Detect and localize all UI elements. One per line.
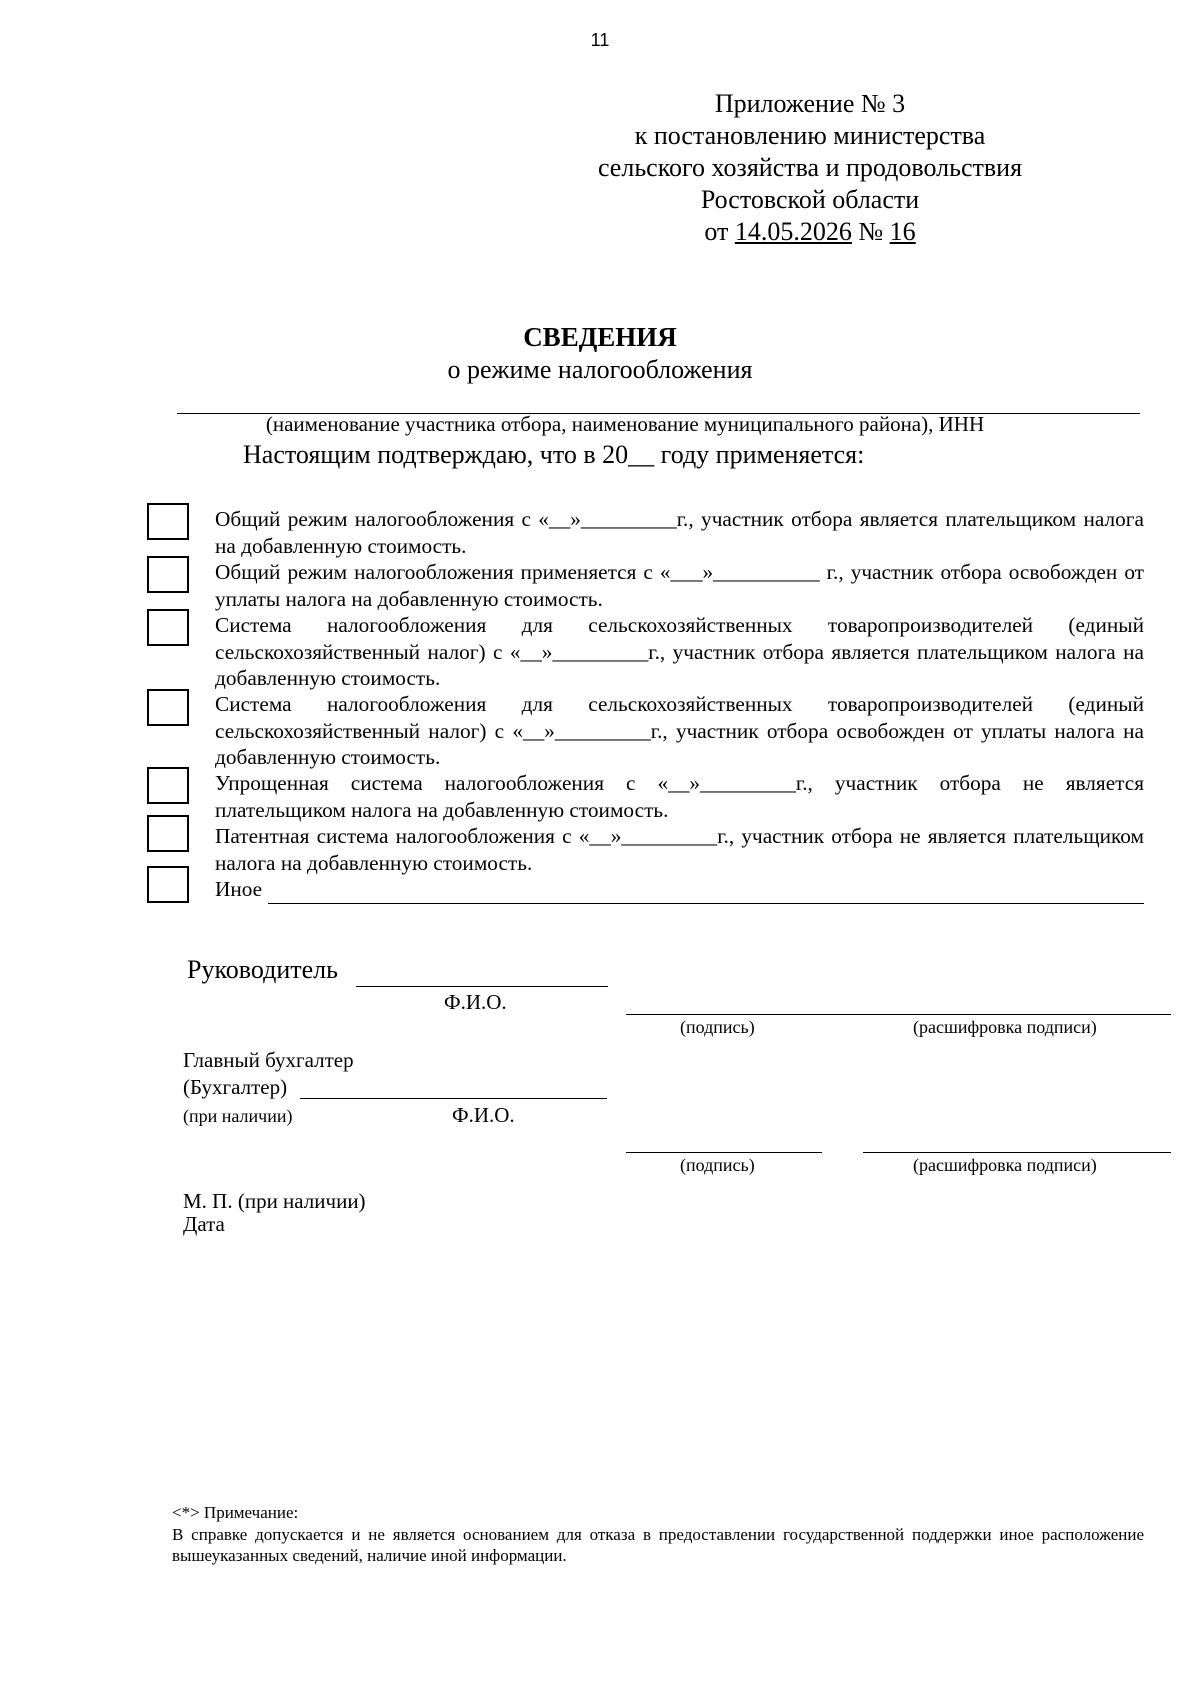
checkbox-agri-vat-payer[interactable] bbox=[147, 609, 189, 646]
participant-caption: (наименование участника отбора, наименование муниципального района), ИНН bbox=[265, 412, 985, 436]
checkbox-patent[interactable] bbox=[147, 815, 189, 852]
option-agri-vat-exempt: Система налогообложения для сельскохозяйственных товаропроизводителей (единый сельскохозяйственный налог) с «__»_________г., участник отбора освобожден от уплаты налога на добавленную стоимость. bbox=[215, 692, 1144, 769]
stamp-label: М. П. (при наличии) bbox=[183, 1189, 366, 1213]
accountant-if-any: (при наличии) bbox=[183, 1106, 293, 1126]
accountant-decoding-caption: (расшифровка подписи) bbox=[913, 1155, 1097, 1175]
head-decoding-caption: (расшифровка подписи) bbox=[913, 1017, 1097, 1037]
head-name-line[interactable] bbox=[356, 986, 608, 987]
head-label: Руководитель bbox=[187, 955, 338, 984]
appendix-line-4: Ростовской области bbox=[700, 185, 920, 214]
other-fill-line[interactable] bbox=[268, 903, 1144, 904]
checkbox-general-vat-exempt[interactable] bbox=[147, 556, 189, 593]
date-prefix: от bbox=[704, 217, 735, 246]
option-general-vat-exempt: Общий режим налогообложения применяется с «___»__________ г., участник отбора освобожден от уплаты налога на добавленную стоимость. bbox=[215, 560, 1144, 611]
number-prefix: № bbox=[851, 217, 890, 246]
accountant-signature-line[interactable] bbox=[626, 1152, 822, 1153]
head-signature-caption: (подпись) bbox=[680, 1017, 755, 1037]
option-patent: Патентная система налогообложения с «__»_________г., участник отбора не является плательщиком налога на добавленную стоимость. bbox=[215, 824, 1144, 875]
accountant-label-1: Главный бухгалтер bbox=[183, 1048, 354, 1072]
appendix-line-2: к постановлению министерства bbox=[634, 121, 986, 150]
accountant-fio-caption: Ф.И.О. bbox=[452, 1103, 515, 1127]
option-simplified: Упрощенная система налогообложения с «__»_________г., участник отбора не является плательщиком налога на добавленную стоимость. bbox=[215, 771, 1144, 822]
resolution-number: 16 bbox=[889, 217, 916, 246]
resolution-date: 14.05.2026 bbox=[734, 217, 852, 246]
appendix-line-3: сельского хозяйства и продовольствия bbox=[597, 153, 1023, 182]
accountant-label-2: (Бухгалтер) bbox=[183, 1075, 288, 1099]
appendix-date-line bbox=[560, 216, 1060, 248]
checkbox-simplified[interactable] bbox=[147, 767, 189, 804]
appendix-line-1: Приложение № 3 bbox=[714, 89, 906, 118]
document-subtitle: о режиме налогообложения bbox=[447, 355, 753, 384]
checkbox-agri-vat-exempt[interactable] bbox=[147, 689, 189, 726]
accountant-decoding-line[interactable] bbox=[863, 1152, 1171, 1153]
accountant-name-line[interactable] bbox=[300, 1098, 607, 1099]
page-number: 11 bbox=[590, 30, 610, 50]
accountant-signature-caption: (подпись) bbox=[680, 1155, 755, 1175]
document-title: СВЕДЕНИЯ bbox=[523, 322, 677, 352]
option-other: Иное bbox=[215, 877, 263, 901]
appendix-header bbox=[560, 88, 1060, 248]
option-agri-vat-payer: Система налогообложения для сельскохозяйственных товаропроизводителей (единый сельскохозяйственный налог) с «__»_________г., участник отбора является плательщиком налога на добавленную стоимость. bbox=[215, 613, 1144, 690]
head-signature-line[interactable] bbox=[626, 1014, 1171, 1015]
note-text: В справке допускается и не является основанием для отказа в предоставлении государственной поддержки иное расположение вышеуказанных сведений, наличие иной информации. bbox=[172, 1525, 1144, 1565]
option-general-vat-payer: Общий режим налогообложения с «__»_________г., участник отбора является плательщиком налога на добавленную стоимость. bbox=[215, 507, 1144, 558]
head-fio-caption: Ф.И.О. bbox=[444, 990, 507, 1014]
checkbox-general-vat-payer[interactable] bbox=[147, 503, 189, 540]
date-label: Дата bbox=[183, 1212, 225, 1236]
checkbox-other[interactable] bbox=[147, 866, 189, 903]
note-heading: <*> Примечание: bbox=[172, 1503, 299, 1522]
confirm-statement: Настоящим подтверждаю, что в 20__ году применяется: bbox=[243, 440, 865, 469]
